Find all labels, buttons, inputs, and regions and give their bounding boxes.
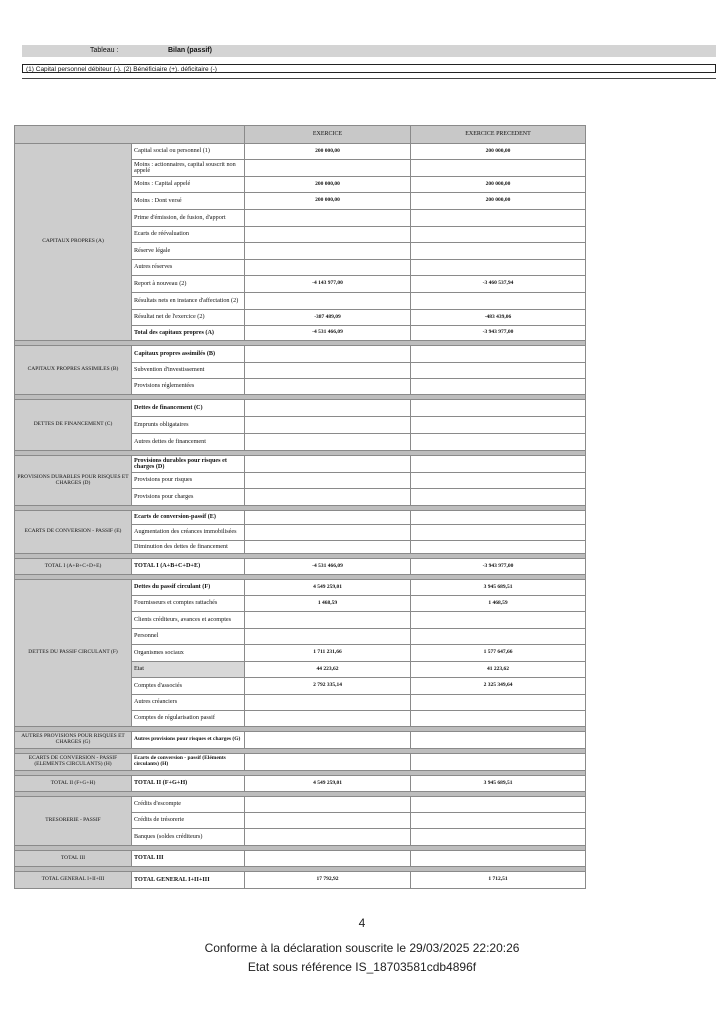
- row-precedent: 200 000,00: [411, 144, 586, 160]
- row-precedent: [411, 541, 586, 554]
- row-precedent: [411, 829, 586, 846]
- row-label: Moins : actionnaires, capital souscrit non appelé: [132, 160, 245, 177]
- row-exercice: [245, 243, 411, 260]
- row-precedent: 3 945 689,51: [411, 580, 586, 596]
- table-row: [15, 144, 586, 160]
- legend-note: (1) Capital personnel débiteur (-). (2) Bénéficiaire (+). déficitaire (-): [22, 64, 716, 73]
- row-precedent: [411, 612, 586, 629]
- table-row: [15, 797, 586, 813]
- row-precedent: 2 325 349,64: [411, 678, 586, 695]
- row-exercice: -4 531 466,09: [245, 326, 411, 341]
- row-precedent: [411, 813, 586, 829]
- row-exercice: -4 143 977,00: [245, 276, 411, 293]
- row-label: Personnel: [132, 629, 245, 645]
- row-precedent: [411, 525, 586, 541]
- row-label: TOTAL GENERAL I+II+III: [132, 872, 245, 889]
- row-exercice: 1 468,59: [245, 596, 411, 612]
- row-precedent: [411, 489, 586, 506]
- section-dettes-financement: DETTES DE FINANCEMENT (C): [15, 400, 132, 451]
- row-label: Ecarts de réévaluation: [132, 227, 245, 243]
- row-exercice: 2 792 335,14: [245, 678, 411, 695]
- section-assimiles: CAPITAUX PROPRES ASSIMILES (B): [15, 346, 132, 395]
- row-exercice: 17 792,92: [245, 872, 411, 889]
- row-exercice: [245, 711, 411, 727]
- row-exercice: -387 489,09: [245, 310, 411, 326]
- row-precedent: 1 468,59: [411, 596, 586, 612]
- row-label: Réserve légale: [132, 243, 245, 260]
- row-precedent: [411, 227, 586, 243]
- row-exercice: [245, 260, 411, 276]
- row-label: Autres provisions pour risques et charges (G): [132, 732, 245, 749]
- row-precedent: 200 000,00: [411, 193, 586, 210]
- row-precedent: [411, 434, 586, 451]
- tableau-label: Tableau :: [90, 47, 119, 54]
- row-exercice: [245, 829, 411, 846]
- row-label: Provisions pour risques: [132, 473, 245, 489]
- table-header-bar: [22, 45, 716, 57]
- row-precedent: [411, 160, 586, 177]
- section-ecarts-conversion: ECARTS DE CONVERSION - PASSIF (E): [15, 511, 132, 554]
- row-label: Comptes d'associés: [132, 678, 245, 695]
- row-precedent: -3 943 977,00: [411, 326, 586, 341]
- row-precedent: [411, 400, 586, 417]
- section-total-general: TOTAL GENERAL I+II+III: [15, 872, 132, 889]
- section-total2: TOTAL II (F+G+H): [15, 776, 132, 792]
- row-label: Ecarts de conversion - passif (Eléments circulants) (H): [132, 754, 245, 771]
- section-ecarts-circulants: ECARTS DE CONVERSION - PASSIF (ELEMENTS CIRCULANTS) (H): [15, 754, 132, 771]
- section-autres-provisions: AUTRES PROVISIONS POUR RISQUES ET CHARGES (G): [15, 732, 132, 749]
- row-precedent: 200 000,00: [411, 177, 586, 193]
- row-exercice: -4 531 466,09: [245, 559, 411, 575]
- row-precedent: [411, 695, 586, 711]
- row-label: Report à nouveau (2): [132, 276, 245, 293]
- section-dettes-passif-circulant: DETTES DU PASSIF CIRCULANT (F): [15, 580, 132, 727]
- row-label: Autres dettes de financement: [132, 434, 245, 451]
- row-precedent: [411, 511, 586, 525]
- row-exercice: [245, 525, 411, 541]
- reference-line: Etat sous référence IS_18703581cdb4896f: [247, 960, 477, 974]
- row-exercice: [245, 489, 411, 506]
- row-exercice: 200 000,00: [245, 144, 411, 160]
- table-row: [15, 872, 586, 889]
- row-label: Augmentation des créances immobilisées: [132, 525, 245, 541]
- row-label: Clients créditeurs, avances et acomptes: [132, 612, 245, 629]
- row-precedent: 1 712,51: [411, 872, 586, 889]
- row-precedent: [411, 260, 586, 276]
- row-label: Fournisseurs et comptes rattachés: [132, 596, 245, 612]
- row-label: Dettes du passif circulant (F): [132, 580, 245, 596]
- row-precedent: [411, 754, 586, 771]
- row-exercice: [245, 210, 411, 227]
- row-exercice: [245, 473, 411, 489]
- row-label: Ecarts de conversion-passif (E): [132, 511, 245, 525]
- row-exercice: [245, 434, 411, 451]
- row-label: Moins : Capital appelé: [132, 177, 245, 193]
- row-label: Subvention d'investissement: [132, 363, 245, 379]
- row-exercice: [245, 732, 411, 749]
- row-label: TOTAL II (F+G+H): [132, 776, 245, 792]
- row-exercice: [245, 379, 411, 395]
- section-capitaux-propres: CAPITAUX PROPRES (A): [15, 144, 132, 341]
- row-label: Capital social ou personnel (1): [132, 144, 245, 160]
- row-precedent: -3 943 977,00: [411, 559, 586, 575]
- row-exercice: [245, 400, 411, 417]
- col-exercice: EXERCICE: [245, 126, 411, 144]
- row-label: Total des capitaux propres (A): [132, 326, 245, 341]
- row-precedent: 1 577 647,66: [411, 645, 586, 662]
- row-exercice: 200 000,00: [245, 177, 411, 193]
- row-label: Provisions réglementées: [132, 379, 245, 395]
- row-label: Provisions durables pour risques et charges (D): [132, 456, 245, 473]
- row-exercice: [245, 695, 411, 711]
- row-label: TOTAL III: [132, 851, 245, 867]
- row-label: Comptes de régularisation passif: [132, 711, 245, 727]
- table-row: [15, 400, 586, 417]
- row-label: Autres réserves: [132, 260, 245, 276]
- row-precedent: [411, 379, 586, 395]
- row-label: Prime d'émission, de fusion, d'apport: [132, 210, 245, 227]
- table-row: [15, 754, 586, 771]
- table-row: [15, 559, 586, 575]
- row-precedent: [411, 456, 586, 473]
- row-label: Diminution des dettes de financement: [132, 541, 245, 554]
- row-label: Provisions pour charges: [132, 489, 245, 506]
- row-precedent: [411, 851, 586, 867]
- row-precedent: [411, 346, 586, 363]
- row-label: Résultat net de l'exercice (2): [132, 310, 245, 326]
- table-row: [15, 580, 586, 596]
- row-precedent: [411, 711, 586, 727]
- row-exercice: [245, 511, 411, 525]
- row-precedent: [411, 629, 586, 645]
- table-row: [15, 776, 586, 792]
- row-exercice: [245, 797, 411, 813]
- row-precedent: [411, 473, 586, 489]
- row-label: Crédits d'escompte: [132, 797, 245, 813]
- row-exercice: [245, 346, 411, 363]
- header-blank: [15, 126, 245, 144]
- row-label: Banques (soldes créditeurs): [132, 829, 245, 846]
- row-exercice: [245, 851, 411, 867]
- col-precedent: EXERCICE PRECEDENT: [411, 126, 586, 144]
- row-exercice: 1 711 231,66: [245, 645, 411, 662]
- row-label: Autres créanciers: [132, 695, 245, 711]
- header-row: [15, 126, 586, 144]
- section-provisions: PROVISIONS DURABLES POUR RISQUES ET CHARGES (D): [15, 456, 132, 506]
- row-exercice: [245, 754, 411, 771]
- divider: [22, 78, 716, 79]
- row-precedent: [411, 243, 586, 260]
- table-row: [15, 456, 586, 473]
- section-total3: TOTAL III: [15, 851, 132, 867]
- row-label: Etat: [132, 662, 245, 678]
- row-precedent: [411, 210, 586, 227]
- row-exercice: [245, 227, 411, 243]
- row-label: Moins : Dont versé: [132, 193, 245, 210]
- row-exercice: [245, 612, 411, 629]
- row-exercice: 200 000,00: [245, 193, 411, 210]
- row-precedent: [411, 732, 586, 749]
- row-precedent: 41 223,62: [411, 662, 586, 678]
- row-exercice: [245, 363, 411, 379]
- row-exercice: [245, 813, 411, 829]
- conformity-line: Conforme à la déclaration souscrite le 29/03/2025 22:20:26: [204, 941, 520, 955]
- row-precedent: [411, 797, 586, 813]
- row-precedent: -483 439,06: [411, 310, 586, 326]
- row-exercice: 4 549 259,01: [245, 776, 411, 792]
- row-exercice: 4 549 259,01: [245, 580, 411, 596]
- row-exercice: [245, 456, 411, 473]
- section-total1: TOTAL I (A+B+C+D+E): [15, 559, 132, 575]
- row-precedent: -3 460 537,94: [411, 276, 586, 293]
- tableau-value: Bilan (passif): [168, 47, 212, 54]
- table-row: [15, 511, 586, 525]
- table-row: [15, 851, 586, 867]
- row-exercice: [245, 417, 411, 434]
- row-label: Emprunts obligataires: [132, 417, 245, 434]
- section-tresorerie: TRESORERIE - PASSIF: [15, 797, 132, 846]
- row-label: Organismes sociaux: [132, 645, 245, 662]
- row-precedent: 3 945 689,51: [411, 776, 586, 792]
- row-label: Résultats nets en instance d'affectation (2): [132, 293, 245, 310]
- balance-sheet-table: [14, 125, 586, 889]
- row-exercice: [245, 293, 411, 310]
- table-row: [15, 732, 586, 749]
- row-exercice: [245, 541, 411, 554]
- row-precedent: [411, 417, 586, 434]
- row-label: TOTAL I (A+B+C+D+E): [132, 559, 245, 575]
- row-precedent: [411, 363, 586, 379]
- row-label: Crédits de trésorerie: [132, 813, 245, 829]
- page-number: 4: [358, 916, 366, 930]
- row-label: Dettes de financement (C): [132, 400, 245, 417]
- row-exercice: 44 223,62: [245, 662, 411, 678]
- row-label: Capitaux propres assimilés (B): [132, 346, 245, 363]
- table-row: [15, 346, 586, 363]
- row-exercice: [245, 160, 411, 177]
- row-precedent: [411, 293, 586, 310]
- row-exercice: [245, 629, 411, 645]
